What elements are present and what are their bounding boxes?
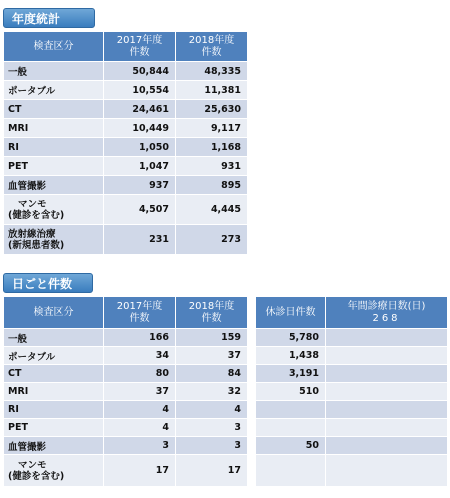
value-2018: 17 bbox=[176, 455, 248, 487]
row-label: マンモ (健診を含む) bbox=[4, 455, 104, 487]
table-row bbox=[256, 365, 448, 383]
holiday-header: 休診日件数 bbox=[256, 297, 326, 329]
row-label: MRI bbox=[4, 119, 104, 138]
annual-section-title: 年度統計 bbox=[3, 8, 95, 28]
daily-header-row bbox=[4, 297, 248, 329]
value-2018: 48,335 bbox=[176, 62, 248, 81]
holiday-value: 5,780 bbox=[256, 329, 326, 347]
value-2018: 1,168 bbox=[176, 138, 248, 157]
row-label: PET bbox=[4, 157, 104, 176]
table-row bbox=[4, 138, 248, 157]
table-row bbox=[4, 401, 248, 419]
holiday-value bbox=[256, 401, 326, 419]
holiday-value: 1,438 bbox=[256, 347, 326, 365]
value-2018: 25,630 bbox=[176, 100, 248, 119]
value-2017: 10,554 bbox=[104, 81, 176, 100]
row-label: 血管撮影 bbox=[4, 437, 104, 455]
row-label: 放射線治療 (新規患者数) bbox=[4, 225, 104, 255]
annual-days-value: 268 bbox=[372, 312, 401, 324]
daily-section-title: 日ごと件数 bbox=[3, 273, 93, 293]
value-2018: 32 bbox=[176, 383, 248, 401]
holiday-header-row bbox=[256, 297, 448, 329]
value-2017: 4 bbox=[104, 419, 176, 437]
value-2017: 1,050 bbox=[104, 138, 176, 157]
annual-header-row bbox=[4, 32, 248, 62]
daily-header-2017: 2017年度 件数 bbox=[104, 297, 176, 329]
row-label: 一般 bbox=[4, 62, 104, 81]
row-label: PET bbox=[4, 419, 104, 437]
annual-header-category: 検査区分 bbox=[4, 32, 104, 62]
value-2017: 937 bbox=[104, 176, 176, 195]
annual-stats-table bbox=[3, 31, 248, 255]
empty-cell bbox=[326, 401, 448, 419]
value-2017: 17 bbox=[104, 455, 176, 487]
value-2017: 4 bbox=[104, 401, 176, 419]
holiday-stats-table bbox=[255, 296, 448, 487]
value-2018: 4 bbox=[176, 401, 248, 419]
table-row bbox=[4, 176, 248, 195]
table-row bbox=[256, 419, 448, 437]
holiday-value bbox=[256, 419, 326, 437]
annual-days-header: 年間診療日数(日) 268 bbox=[326, 297, 448, 329]
value-2018: 4,445 bbox=[176, 195, 248, 225]
empty-cell bbox=[326, 419, 448, 437]
table-row bbox=[4, 195, 248, 225]
table-row bbox=[4, 347, 248, 365]
value-2018: 895 bbox=[176, 176, 248, 195]
table-row bbox=[4, 437, 248, 455]
table-row bbox=[256, 383, 448, 401]
value-2017: 166 bbox=[104, 329, 176, 347]
row-label: RI bbox=[4, 138, 104, 157]
value-2018: 931 bbox=[176, 157, 248, 176]
table-row bbox=[256, 437, 448, 455]
annual-header-2017: 2017年度 件数 bbox=[104, 32, 176, 62]
row-label: 血管撮影 bbox=[4, 176, 104, 195]
table-row bbox=[4, 455, 248, 487]
row-label: CT bbox=[4, 100, 104, 119]
daily-header-category: 検査区分 bbox=[4, 297, 104, 329]
empty-cell bbox=[326, 347, 448, 365]
value-2018: 273 bbox=[176, 225, 248, 255]
value-2017: 37 bbox=[104, 383, 176, 401]
table-row bbox=[4, 225, 248, 255]
table-row bbox=[256, 455, 448, 487]
holiday-value: 3,191 bbox=[256, 365, 326, 383]
value-2018: 37 bbox=[176, 347, 248, 365]
table-row bbox=[256, 401, 448, 419]
table-row bbox=[4, 383, 248, 401]
value-2017: 50,844 bbox=[104, 62, 176, 81]
row-label: マンモ (健診を含む) bbox=[4, 195, 104, 225]
value-2018: 3 bbox=[176, 419, 248, 437]
value-2018: 9,117 bbox=[176, 119, 248, 138]
table-row bbox=[4, 100, 248, 119]
table-row bbox=[4, 157, 248, 176]
empty-cell bbox=[326, 383, 448, 401]
value-2018: 84 bbox=[176, 365, 248, 383]
value-2017: 34 bbox=[104, 347, 176, 365]
value-2018: 3 bbox=[176, 437, 248, 455]
holiday-value: 510 bbox=[256, 383, 326, 401]
row-label: RI bbox=[4, 401, 104, 419]
row-label: ポータブル bbox=[4, 347, 104, 365]
table-row bbox=[256, 329, 448, 347]
table-row bbox=[4, 329, 248, 347]
value-2017: 1,047 bbox=[104, 157, 176, 176]
row-label: MRI bbox=[4, 383, 104, 401]
table-row bbox=[4, 365, 248, 383]
holiday-value: 50 bbox=[256, 437, 326, 455]
value-2017: 3 bbox=[104, 437, 176, 455]
empty-cell bbox=[326, 437, 448, 455]
row-label: 一般 bbox=[4, 329, 104, 347]
empty-cell bbox=[326, 455, 448, 487]
value-2018: 11,381 bbox=[176, 81, 248, 100]
row-label: ポータブル bbox=[4, 81, 104, 100]
empty-cell bbox=[326, 365, 448, 383]
row-label: CT bbox=[4, 365, 104, 383]
table-row bbox=[4, 62, 248, 81]
table-row bbox=[4, 419, 248, 437]
holiday-value bbox=[256, 455, 326, 487]
value-2017: 231 bbox=[104, 225, 176, 255]
empty-cell bbox=[326, 329, 448, 347]
value-2017: 24,461 bbox=[104, 100, 176, 119]
value-2017: 10,449 bbox=[104, 119, 176, 138]
value-2017: 80 bbox=[104, 365, 176, 383]
table-row bbox=[4, 81, 248, 100]
daily-stats-table bbox=[3, 296, 248, 487]
value-2017: 4,507 bbox=[104, 195, 176, 225]
table-row bbox=[256, 347, 448, 365]
annual-header-2018: 2018年度 件数 bbox=[176, 32, 248, 62]
table-row bbox=[4, 119, 248, 138]
daily-header-2018: 2018年度 件数 bbox=[176, 297, 248, 329]
value-2018: 159 bbox=[176, 329, 248, 347]
